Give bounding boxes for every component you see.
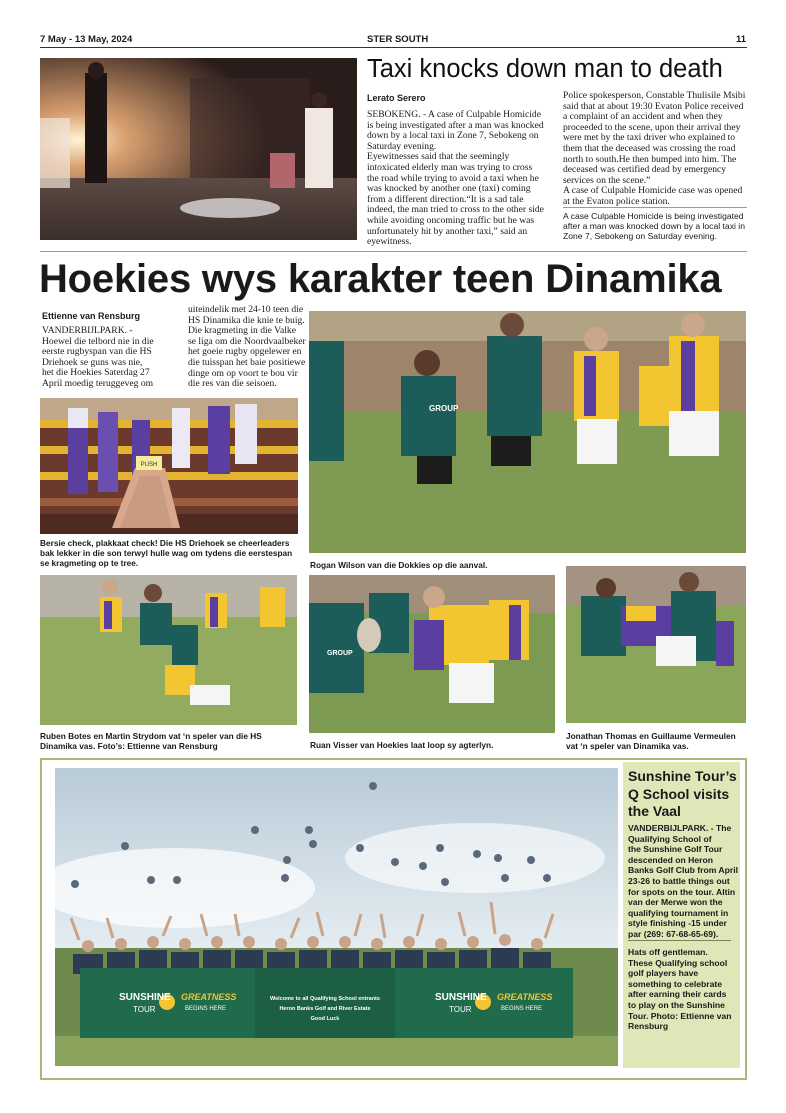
tackle-left-caption: Ruben Botes en Martin Strydom vat ‘n speler van die HS Dinamika vas. Foto’s: Ettienne van Rensburg xyxy=(40,731,262,752)
banner-center-line-1: Welcome to all Qualifying School entrants xyxy=(270,996,380,1002)
banner-brand-left: SUNSHINE xyxy=(119,992,171,1003)
center-photo-jersey-text: GROUP xyxy=(327,650,353,657)
rugby-headline: Hoekies wys karakter teen Dinamika xyxy=(39,257,722,301)
banner-tag-left-2: BEGINS HERE xyxy=(185,1006,227,1012)
taxi-body-column-1: SEBOKENG. - A case of Culpable Homicide is being investigated after a man was knocked down by a local taxi in Zone 7, Sebokeng on Saturday evening. Eyewitnesses said that the seemingly intoxicated elderly man was trying to cross the road while trying to avoid a taxi when he was knocked by another one (taxi) coming from a different direction.“It is a sad tale indeed, the man tried to cross to the other side while avoiding oncoming traffic but he was unfortunately hit by another taxi,” said an eyewitness. xyxy=(367,109,544,248)
taxi-body-column-2: Police spokesperson, Constable Thulisile Msibi said that at about 19:30 Evaton Police received a complaint of an accident and when they proceeded to the scene, upon their arrival they were met by the taxi driver who explained to them that the deceased was crossing the road north to south.He then bumped into him. The deceased was certified dead by emergency services on the scene.” A case of Culpable Homicide case was opened at the Evaton police station. xyxy=(563,90,746,207)
banner-tag-left: GREATNESS xyxy=(181,992,237,1002)
run-center-caption: Ruan Visser van Hoekies laat loop sy agterlyn. xyxy=(310,740,494,750)
taxi-headline: Taxi knocks down man to death xyxy=(367,55,723,83)
golf-caption-rule xyxy=(628,940,731,941)
golf-headline: Sunshine Tour’s Q School visits the Vaal xyxy=(628,768,737,819)
rugby-body-column-1: VANDERBIJLPARK. - Hoewel die telbord nie in die eerste rugbyspan van die HS Driehoek se guns was nie, het die Hoekies Saterdag 27 April moedig teruggeveg om xyxy=(42,325,154,389)
run-photo-center xyxy=(309,575,555,733)
cheerleaders-photo xyxy=(40,398,298,534)
tackle-photo-right xyxy=(566,566,746,723)
rugby-attack-photo xyxy=(309,311,746,553)
article-divider xyxy=(40,251,747,252)
banner-center-line-3: Good Luck xyxy=(310,1016,340,1022)
banner-brand-right: SUNSHINE xyxy=(435,992,487,1003)
rugby-body-column-2: uiteindelik met 24-10 teen die HS Dinamika die knie te buig. Die kragmeting in die Valke se liga om die Noordvaalbeker het goeie rugby opgelewer en die tuisspan het baie positiewe dinge om op voort te bou vir die res van die seisoen. xyxy=(188,304,306,390)
taxi-byline: Lerato Serero xyxy=(367,93,426,103)
section-name: STER SOUTH xyxy=(367,34,429,45)
rugby-byline: Ettienne van Rensburg xyxy=(42,311,141,321)
header-rule xyxy=(40,47,747,48)
main-photo-jersey-text: GROUP xyxy=(429,404,459,413)
issue-date: 7 May - 13 May, 2024 xyxy=(40,34,133,45)
tackle-right-caption: Jonathan Thomas en Guillaume Vermeulen vat ‘n speler van Dinamika vas. xyxy=(566,731,736,752)
taxi-caption-rule xyxy=(563,207,747,208)
cheerleaders-caption: Bersie check, plakkaat check! Die HS Driehoek se cheerleaders bak lekker in die son terwyl hulle wag om tydens die eerstespan se kragmeting op te tree. xyxy=(40,538,293,569)
banner-brand-right-2: TOUR xyxy=(449,1005,472,1014)
banner-brand-left-2: TOUR xyxy=(133,1005,156,1014)
rugby-main-caption: Rogan Wilson van die Dokkies op die aanval. xyxy=(310,560,488,570)
banner-tag-right: GREATNESS xyxy=(497,992,553,1002)
taxi-accident-photo xyxy=(40,58,357,240)
taxi-photo-caption: A case Culpable Homicide is being investigated after a man was knocked down by a local taxi in Zone 7, Sebokeng on Saturday evening. xyxy=(563,211,745,242)
golf-photo-caption: Hats off gentleman. These Qualifying school golf players have something to celebrate after earning their cards to play on the Sunshine Tour. Photo: Ettienne van Rensburg xyxy=(628,947,732,1032)
tackle-photo-left xyxy=(40,575,297,725)
banner-tag-right-2: BEGINS HERE xyxy=(501,1006,543,1012)
golf-celebration-photo xyxy=(55,768,618,1066)
cheer-sign-text: PUSH xyxy=(140,462,158,468)
golf-body-text: VANDERBIJLPARK. - The Qualifying School of the Sunshine Golf Tour descended on Heron Banks Golf Club from April 23-26 to battle things out for spots on the tour. Altin van der Merwe won the qualifying tournament in style finishing -15 under par (269: 67-68-65-69). xyxy=(628,823,738,939)
page-number: 11 xyxy=(735,34,746,45)
banner-center-line-2: Heron Banks Golf and River Estate xyxy=(279,1006,371,1012)
